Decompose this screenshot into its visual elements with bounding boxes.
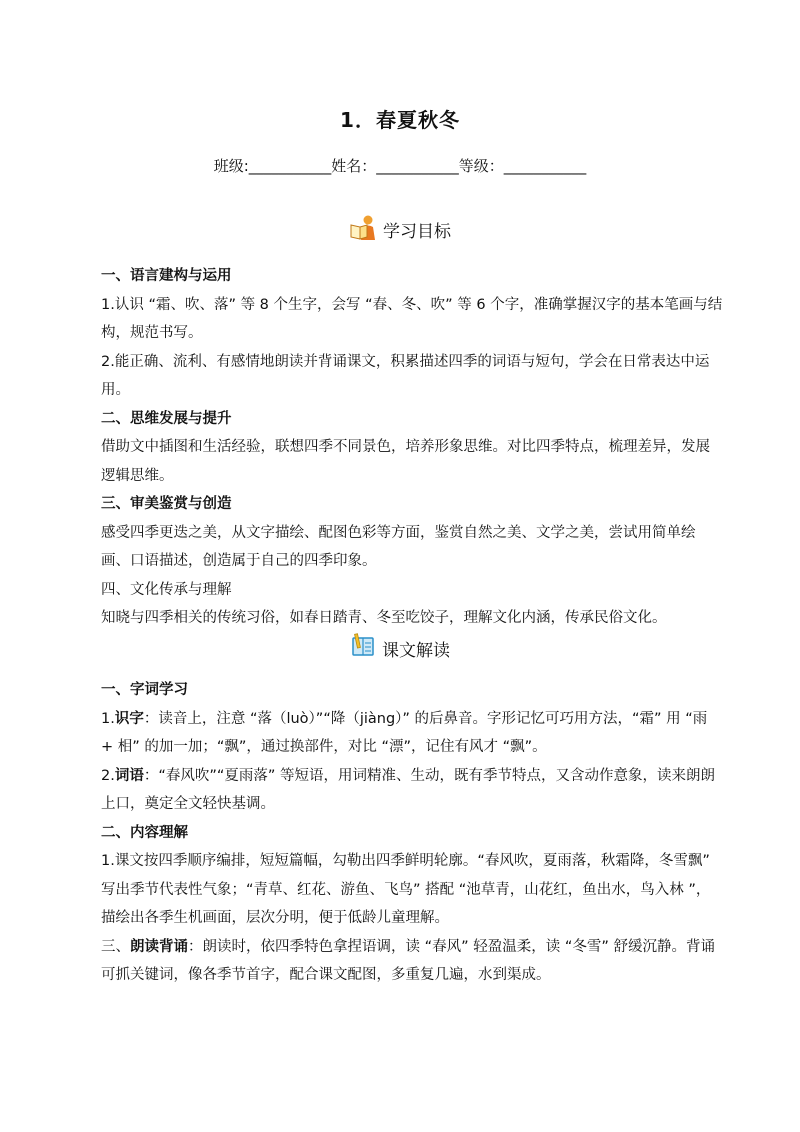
item-number: 三、 — [101, 938, 130, 955]
reading-heading-1: 一、字词学习 — [101, 682, 188, 698]
goal-paragraph: 2.能正确、流利、有感情地朗读并背诵课文，积累描述四季的词语与短句，学会在日常表达中运用。 — [101, 353, 710, 398]
keyword-label: 朗读背诵 — [130, 938, 188, 955]
reading-heading-2: 二、内容理解 — [101, 824, 188, 841]
learning-goals-content — [101, 262, 723, 633]
student-info-line: 班级:___________姓名：___________等级：___________ — [213, 157, 587, 175]
item-number: 1. — [101, 710, 115, 727]
goal-paragraph: 1.认识 “霜、吹、落” 等 8 个生字，会写 “春、冬、吹” 等 6 个字，准确掌握汉字的基本笔画与结构，规范书写。 — [101, 296, 723, 341]
goal-paragraph: 知晓与四季相关的传统习俗，如春日踏青、冬至吃饺子，理解文化内涵，传承民俗文化。 — [101, 610, 667, 626]
paragraph-text: ：“春风吹”“夏雨落” 等短语，用词精准、生动，既有季节特点，又含动作意象，读来朗朗上口，奠定全文轻快基调。 — [101, 767, 715, 812]
book-person-icon — [349, 213, 377, 246]
item-number: 2. — [101, 767, 115, 784]
paragraph-text: ：读音上，注意 “落（luò）”“降（jiàng）” 的后鼻音。字形记忆可巧用方法，“霜” 用 “雨 + 相” 的加一加；“飘”，通过换部件，对比 “漂”，记住有风才 “飘”。 — [101, 710, 708, 755]
goal-heading-3: 三、审美鉴赏与创造 — [101, 496, 232, 512]
goal-heading-1: 一、语言建构与运用 — [101, 268, 232, 284]
goal-heading-2: 二、思维发展与提升 — [101, 410, 232, 427]
reading-paragraph-4 — [101, 933, 723, 990]
keyword-label: 词语 — [114, 767, 144, 784]
page-title: 1．春夏秋冬 — [340, 108, 460, 132]
reading-paragraph-1 — [101, 705, 723, 762]
section-heading-text: 学习目标 — [383, 222, 451, 242]
section-heading-text-reading — [0, 633, 800, 664]
paragraph-text: ：朗读时，依四季特色拿捏语调，读 “春风” 轻盈温柔，读 “冬雪” 舒缓沉静。背诵可抓关键词，像各季节首字，配合课文配图，多重复几遍，水到渠成。 — [101, 938, 715, 983]
reading-paragraph-3: 1.课文按四季顺序编排，短短篇幅，勾勒出四季鲜明轮廓。“春风吹，夏雨落，秋霜降，冬雪飘” 写出季节代表性气象；“青草、红花、游鱼、飞鸟” 搭配 “池草青，山花红，鱼出水，鸟入林 ”，描绘出各季生机画面，层次分明，便于低龄儿童理解。 — [101, 853, 711, 926]
text-reading-content — [101, 676, 723, 990]
keyword-label: 识字 — [114, 710, 144, 727]
reading-paragraph-2 — [101, 762, 723, 819]
section-heading-text: 课文解读 — [382, 641, 450, 661]
notebook-pencil-icon — [350, 633, 376, 664]
goal-heading-4: 四、文化传承与理解 — [101, 581, 232, 598]
goal-paragraph: 感受四季更迭之美，从文字描绘、配图色彩等方面，鉴赏自然之美、文学之美，尝试用简单绘画、口语描述，创造属于自己的四季印象。 — [101, 524, 696, 569]
section-heading-learning-goals — [0, 213, 800, 246]
goal-paragraph: 借助文中插图和生活经验，联想四季不同景色，培养形象思维。对比四季特点，梳理差异，发展逻辑思维。 — [101, 439, 710, 484]
